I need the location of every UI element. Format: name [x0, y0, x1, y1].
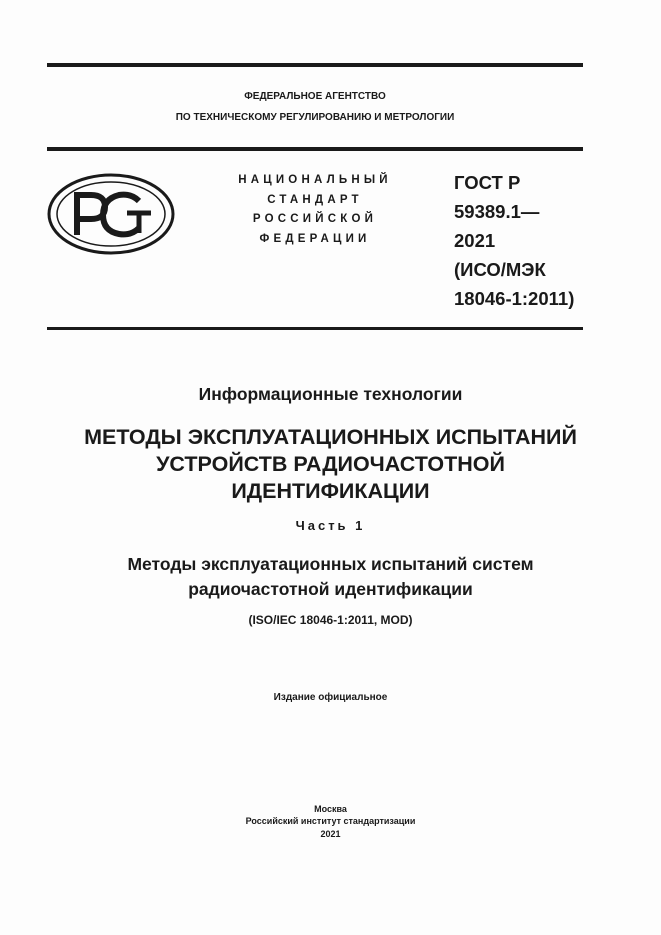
imprint-publisher: Российский институт стандартизации [245, 816, 416, 826]
imprint-year: 2021 [320, 829, 341, 839]
field-title: Информационные технологии [198, 384, 463, 404]
designation-line-1: ГОСТ Р [454, 172, 521, 193]
main-title [30, 424, 631, 505]
national-standard-line-2: СТАНДАРТ [267, 194, 363, 206]
subtitle-line-1: Методы эксплуатационных испытаний систем [127, 554, 534, 574]
national-standard-line-1: НАЦИОНАЛЬНЫЙ [238, 174, 392, 186]
top-rule [47, 63, 583, 67]
edition-label: Издание официальное [273, 692, 388, 703]
national-standard-line-4: ФЕДЕРАЦИИ [259, 233, 371, 245]
iso-reference: (ISO/IEC 18046-1:2011, MOD) [248, 613, 413, 627]
designation-line-5: 18046-1:2011) [454, 288, 575, 309]
agency-line-1: ФЕДЕРАЛЬНОЕ АГЕНТСТВО [244, 91, 386, 102]
designation-line-3: 2021 [454, 230, 496, 251]
designation-line-4: (ИСО/МЭК [454, 259, 546, 280]
subtitle-line-2: радиочастотной идентификации [188, 579, 473, 599]
middle-rule [47, 327, 583, 330]
main-title-line-3: ИДЕНТИФИКАЦИИ [231, 479, 430, 503]
header-rule [47, 147, 583, 151]
main-title-line-1: МЕТОДЫ ЭКСПЛУАТАЦИОННЫХ ИСПЫТАНИЙ [84, 425, 577, 449]
agency-line-2: ПО ТЕХНИЧЕСКОМУ РЕГУЛИРОВАНИЮ И МЕТРОЛОГИИ [175, 112, 455, 123]
rst-logo-icon [47, 173, 175, 255]
part-label: Часть 1 [295, 518, 366, 533]
designation-line-2: 59389.1— [454, 201, 540, 222]
national-standard-line-3: РОССИЙСКОЙ [252, 213, 378, 225]
main-title-line-2: УСТРОЙСТВ РАДИОЧАСТОТНОЙ [156, 452, 505, 476]
imprint-city: Москва [314, 804, 347, 814]
subtitle [30, 552, 631, 602]
standard-designation [454, 168, 614, 313]
